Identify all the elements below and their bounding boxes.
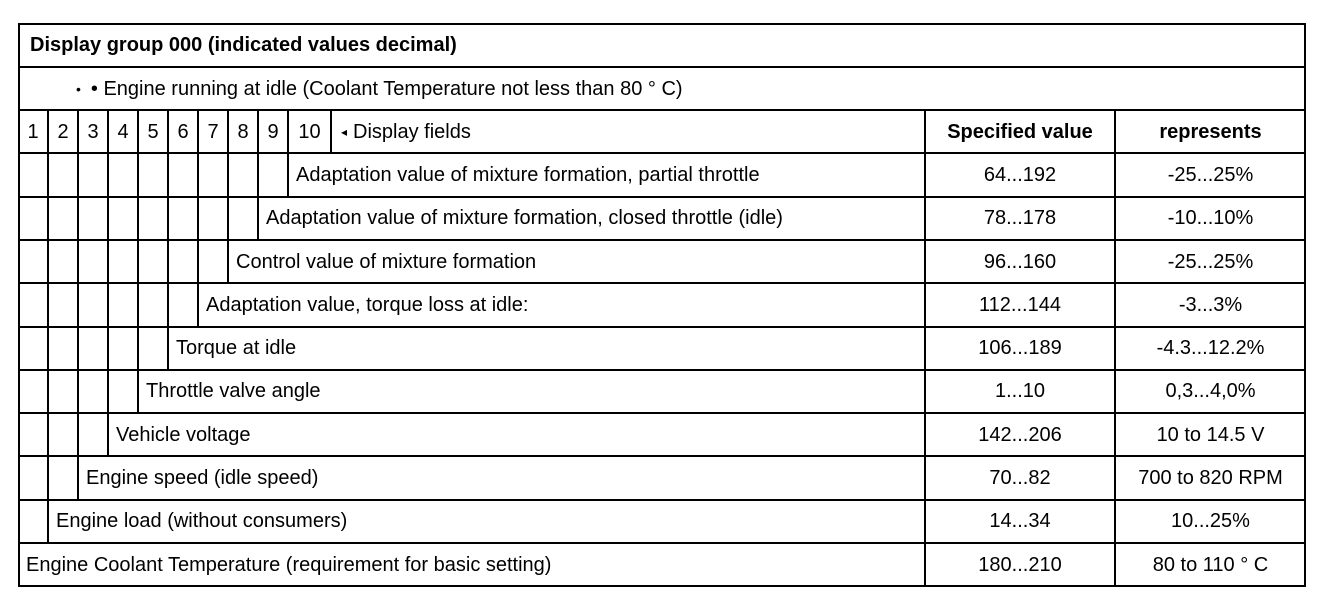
- specified-value-header: Specified value: [947, 120, 1093, 143]
- specified-value: 70...82: [989, 467, 1051, 490]
- field-column-divider: [107, 153, 109, 196]
- field-number-divider: [227, 110, 229, 153]
- represents-value: 10...25%: [1171, 510, 1250, 533]
- represents-value: 700 to 820 RPM: [1138, 467, 1283, 490]
- field-column-divider: [47, 370, 49, 413]
- field-column-divider: [77, 283, 79, 326]
- field-column-divider: [47, 456, 49, 499]
- field-number-header: 8: [237, 120, 249, 143]
- field-number-divider: [257, 110, 259, 153]
- field-column-divider: [77, 153, 79, 196]
- field-column-divider: [137, 153, 139, 196]
- field-column-divider: [137, 197, 139, 240]
- display-field-label: Control value of mixture formation: [236, 250, 537, 273]
- display-field-label: Adaptation value of mixture formation, partial throttle: [296, 163, 760, 186]
- specified-value: 64...192: [983, 163, 1057, 186]
- field-column-divider: [287, 153, 289, 196]
- field-column-divider: [77, 197, 79, 240]
- field-column-divider: [47, 500, 49, 543]
- condition-row: [76, 67, 683, 110]
- table-border-left: [18, 23, 20, 587]
- specified-value: 112...144: [979, 293, 1061, 316]
- field-number-header: 1: [27, 120, 39, 143]
- table-border-top: [18, 23, 1306, 25]
- field-column-divider: [167, 240, 169, 283]
- field-column-divider: [227, 153, 229, 196]
- field-column-divider: [107, 197, 109, 240]
- display-fields-label: Display fields: [353, 120, 471, 143]
- field-number-header: 2: [57, 120, 69, 143]
- display-field-label: Vehicle voltage: [116, 423, 251, 446]
- represents-header: represents: [1159, 120, 1262, 143]
- specified-value: 142...206: [978, 423, 1062, 446]
- field-column-divider: [77, 370, 79, 413]
- specified-value: 180...210: [978, 553, 1062, 576]
- represents-value: -3...3%: [1178, 293, 1243, 316]
- display-field-label: Engine speed (idle speed): [86, 467, 319, 490]
- display-field-label: Throttle valve angle: [146, 380, 321, 403]
- field-column-divider: [137, 327, 139, 370]
- represents-value: -25...25%: [1167, 250, 1254, 273]
- specified-value: 1...10: [994, 380, 1046, 403]
- field-number-divider: [47, 110, 49, 153]
- triangle-left-icon: ◂: [341, 124, 348, 139]
- display-field-label: Torque at idle: [176, 337, 297, 360]
- display-field-label: Engine Coolant Temperature (requirement for basic setting): [26, 553, 552, 576]
- field-column-divider: [47, 283, 49, 326]
- represents-value: -25...25%: [1167, 163, 1254, 186]
- field-number-header: 7: [207, 120, 219, 143]
- field-column-divider: [77, 327, 79, 370]
- field-column-divider: [47, 153, 49, 196]
- field-number-divider: [77, 110, 79, 153]
- field-column-divider: [47, 240, 49, 283]
- represents-value: 10 to 14.5 V: [1156, 423, 1265, 446]
- field-column-divider: [107, 327, 109, 370]
- field-number-header: 4: [117, 120, 129, 143]
- field-column-divider: [47, 197, 49, 240]
- field-column-divider: [257, 197, 259, 240]
- field-number-divider: [107, 110, 109, 153]
- field-column-divider: [197, 283, 199, 326]
- field-number-header: 6: [177, 120, 189, 143]
- field-column-divider: [107, 413, 109, 456]
- display-fields-header: [341, 110, 471, 153]
- field-column-divider: [167, 153, 169, 196]
- field-number-divider: [197, 110, 199, 153]
- field-column-divider: [257, 153, 259, 196]
- field-column-divider: [107, 240, 109, 283]
- represents-value: -4.3...12.2%: [1156, 337, 1265, 360]
- display-group-table: [18, 23, 1306, 587]
- specified-value: 96...160: [983, 250, 1057, 273]
- field-column-divider: [77, 413, 79, 456]
- field-number-header: 5: [147, 120, 159, 143]
- field-column-divider: [227, 197, 229, 240]
- field-column-divider: [107, 370, 109, 413]
- specified-value: 14...34: [989, 510, 1051, 533]
- title-separator: [18, 66, 1306, 68]
- represents-value: 80 to 110 ° C: [1152, 553, 1269, 576]
- specified-value: 78...178: [983, 207, 1057, 230]
- field-number-divider: [167, 110, 169, 153]
- display-field-label: Adaptation value of mixture formation, closed throttle (idle): [266, 207, 783, 230]
- field-column-divider: [77, 456, 79, 499]
- field-column-divider: [167, 197, 169, 240]
- field-column-divider: [197, 153, 199, 196]
- field-column-divider: [197, 197, 199, 240]
- bullet-icon: •: [76, 80, 81, 97]
- field-column-divider: [167, 327, 169, 370]
- field-column-divider: [167, 283, 169, 326]
- field-column-divider: [47, 413, 49, 456]
- field-number-divider: [287, 110, 289, 153]
- field-column-divider: [137, 370, 139, 413]
- field-column-divider: [137, 240, 139, 283]
- condition-text: • Engine running at idle (Coolant Temperature not less than 80 ° C): [90, 77, 683, 100]
- display-field-label: Adaptation value, torque loss at idle:: [206, 293, 529, 316]
- represents-value: 0,3...4,0%: [1165, 380, 1256, 403]
- field-column-divider: [47, 327, 49, 370]
- field-number-divider: [330, 110, 332, 153]
- display-field-label: Engine load (without consumers): [56, 510, 348, 533]
- field-number-header: 9: [267, 120, 279, 143]
- field-column-divider: [137, 283, 139, 326]
- field-number-header: 10: [298, 120, 321, 143]
- represents-value: -10...10%: [1167, 207, 1254, 230]
- field-column-divider: [77, 240, 79, 283]
- field-column-divider: [107, 283, 109, 326]
- field-number-divider: [137, 110, 139, 153]
- table-title: Display group 000 (indicated values decimal): [30, 34, 457, 56]
- field-column-divider: [197, 240, 199, 283]
- specified-value: 106...189: [978, 337, 1062, 360]
- field-number-header: 3: [87, 120, 99, 143]
- field-column-divider: [227, 240, 229, 283]
